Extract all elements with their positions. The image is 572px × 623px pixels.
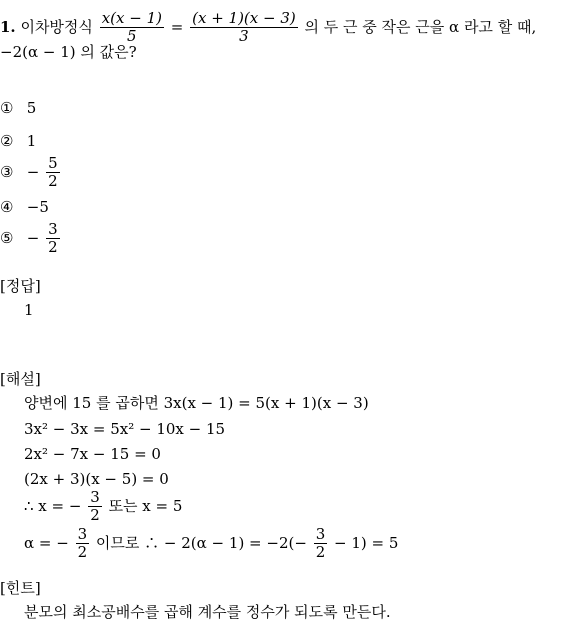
numerator: 3	[77, 525, 88, 543]
answer-label: [정답]	[0, 277, 41, 295]
solution-line-6	[24, 526, 398, 562]
solution-line-6-fraction-1	[76, 526, 90, 562]
choice-sign: −	[26, 228, 40, 247]
solution-line-5-fraction	[88, 489, 102, 525]
rhs-fraction	[190, 10, 298, 46]
numerator: 3	[315, 525, 326, 543]
choice-2[interactable]	[0, 134, 36, 149]
choice-1[interactable]	[0, 101, 36, 116]
hint-label: [힌트]	[0, 579, 41, 597]
denominator: 2	[77, 543, 88, 562]
solution-line-6-fraction-2	[314, 526, 328, 562]
solution-line-5-b: 또는 x = 5	[108, 496, 183, 515]
solution-line-6-a: α = −	[24, 533, 69, 552]
choice-4[interactable]	[0, 200, 49, 215]
lhs-numerator: x(x − 1)	[101, 9, 162, 27]
choice-sign: −	[26, 162, 40, 181]
solution-line-5-a: ∴ x = −	[24, 496, 82, 515]
choice-marker: ⑤	[0, 228, 14, 247]
rhs-denominator: 3	[239, 27, 249, 46]
choice-marker: ①	[0, 99, 14, 117]
numerator: 3	[90, 488, 100, 506]
solution-line-2: 3x² − 3x = 5x² − 10x − 15	[24, 420, 226, 438]
solution-line-4: (2x + 3)(x − 5) = 0	[24, 470, 169, 488]
solution-line-1: 양변에 15 를 곱하면 3x(x − 1) = 5(x + 1)(x − 3)	[24, 394, 369, 412]
denominator: 2	[315, 543, 326, 562]
choice-marker: ③	[0, 162, 14, 181]
choice-value: 1	[26, 132, 37, 150]
question-line-2: −2(α − 1) 의 값은?	[0, 43, 137, 61]
lhs-denominator: 5	[127, 27, 137, 46]
solution-line-6-b: 이므로 ∴ − 2(α − 1) = −2(−	[95, 533, 307, 552]
choice-value: 5	[26, 99, 37, 117]
question-number: 1.	[0, 17, 16, 36]
choice-5[interactable]	[0, 221, 62, 257]
solution-label: [해설]	[0, 370, 41, 388]
choice-value: −5	[26, 198, 49, 216]
solution-line-3: 2x² − 7x − 15 = 0	[24, 445, 161, 463]
lhs-fraction	[100, 10, 164, 46]
choice-numerator: 3	[48, 220, 58, 238]
choice-marker: ④	[0, 198, 14, 216]
choice-3[interactable]	[0, 155, 62, 191]
hint-text: 분모의 최소공배수를 곱해 계수를 정수가 되도록 만든다.	[24, 603, 391, 621]
solution-line-5	[24, 489, 182, 525]
answer-value: 1	[24, 301, 34, 319]
choice-numerator: 5	[48, 154, 58, 172]
rhs-numerator: (x + 1)(x − 3)	[192, 9, 296, 27]
denominator: 2	[90, 506, 100, 525]
solution-line-6-c: − 1) = 5	[334, 533, 399, 552]
question-text-before: 이차방정식	[20, 17, 93, 36]
choice-fraction	[46, 155, 60, 191]
question-line-1	[0, 10, 536, 46]
equals-sign: =	[170, 17, 184, 36]
choice-denominator: 2	[48, 238, 58, 257]
choice-denominator: 2	[48, 172, 58, 191]
choice-marker: ②	[0, 132, 14, 150]
choice-fraction	[46, 221, 60, 257]
question-text-after: 의 두 근 중 작은 근을 α 라고 할 때,	[304, 17, 537, 36]
